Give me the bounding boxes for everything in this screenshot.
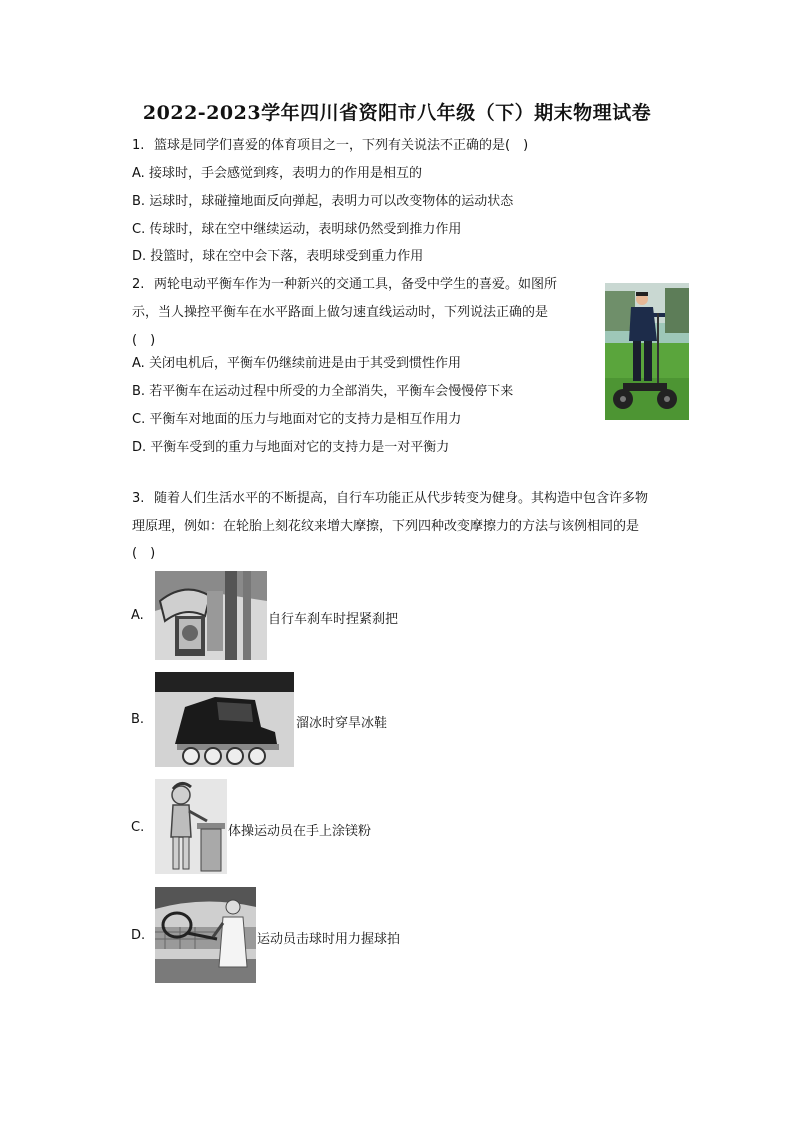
question-text: 两轮电动平衡车作为一种新兴的交通工具，备受中学生的喜爱。如图所 (154, 277, 558, 292)
option-label: D. (132, 440, 147, 455)
option-text: 平衡车对地面的压力与地面对它的支持力是相互作用力 (149, 412, 462, 427)
question-2-option-a[interactable] (132, 356, 461, 372)
question-number: 3. (132, 491, 145, 506)
option-label: B. (132, 384, 146, 399)
gymnast-chalk-photo (155, 779, 227, 874)
option-label: C. (132, 222, 146, 237)
option-text: 接球时，手会感觉到疼，表明力的作用是相互的 (148, 166, 422, 181)
question-number: 2. (132, 277, 145, 292)
option-text: 传球时，球在空中继续运动，表明球仍然受到推力作用 (149, 222, 462, 237)
question-2-option-d[interactable] (132, 440, 449, 456)
option-text: 运球时，球碰撞地面反向弹起，表明力可以改变物体的运动状态 (149, 194, 514, 209)
option-text: 若平衡车在运动过程中所受的力全部消失，平衡车会慢慢停下来 (149, 384, 514, 399)
question-3-option-d-text[interactable]: 运动员击球时用力握球拍 (257, 932, 401, 947)
option-label: A. (132, 356, 145, 371)
option-text: 平衡车受到的重力与地面对它的支持力是一对平衡力 (150, 440, 450, 455)
question-text: 篮球是同学们喜爱的体育项目之一，下列有关说法不正确的是( ) (154, 138, 529, 153)
balance-scooter-photo (605, 283, 689, 420)
question-1-option-d[interactable] (132, 249, 423, 265)
question-3-option-d-label[interactable]: D. (131, 928, 146, 943)
question-1-stem (132, 138, 528, 154)
question-2-stem-line-3: ( ) (132, 333, 156, 348)
question-3-option-b-label[interactable]: B. (131, 712, 145, 727)
question-3-option-c-label[interactable]: C. (131, 820, 145, 835)
question-2-stem-line-1 (132, 277, 557, 293)
question-3-stem-line-3: ( ) (132, 546, 156, 561)
tennis-player-photo (155, 887, 256, 983)
question-text: 随着人们生活水平的不断提高，自行车功能正从代步转变为健身。其构造中包含许多物 (154, 491, 649, 506)
question-3-option-c-text[interactable]: 体操运动员在手上涂镁粉 (228, 824, 372, 839)
question-3-option-a-label[interactable]: A. (131, 608, 144, 623)
question-3-option-a-text[interactable]: 自行车刹车时捏紧刹把 (268, 612, 399, 627)
option-text: 关闭电机后，平衡车仍继续前进是由于其受到惯性作用 (148, 356, 461, 371)
question-3-stem-line-1 (132, 491, 648, 507)
option-label: C. (132, 412, 146, 427)
question-1-option-a[interactable] (132, 166, 422, 182)
question-2-stem-line-2: 示，当人操控平衡车在水平路面上做匀速直线运动时，下列说法正确的是 (132, 305, 549, 320)
question-3-option-b-text[interactable]: 溜冰时穿旱冰鞋 (296, 716, 388, 731)
question-2-option-c[interactable] (132, 412, 461, 428)
option-label: B. (132, 194, 146, 209)
page-title: 2022-2023学年四川省资阳市八年级（下）期末物理试卷 (142, 102, 652, 124)
roller-skate-photo (155, 672, 294, 767)
option-text: 投篮时，球在空中会下落，表明球受到重力作用 (150, 249, 424, 264)
question-1-option-b[interactable] (132, 194, 513, 210)
option-label: D. (132, 249, 147, 264)
question-2-option-b[interactable] (132, 384, 513, 400)
question-number: 1. (132, 138, 145, 153)
option-label: A. (132, 166, 145, 181)
question-1-option-c[interactable] (132, 222, 461, 238)
question-3-stem-line-2: 理原理，例如：在轮胎上刻花纹来增大摩擦，下列四种改变摩擦力的方法与该例相同的是 (132, 519, 640, 534)
bicycle-brake-photo (155, 571, 267, 660)
